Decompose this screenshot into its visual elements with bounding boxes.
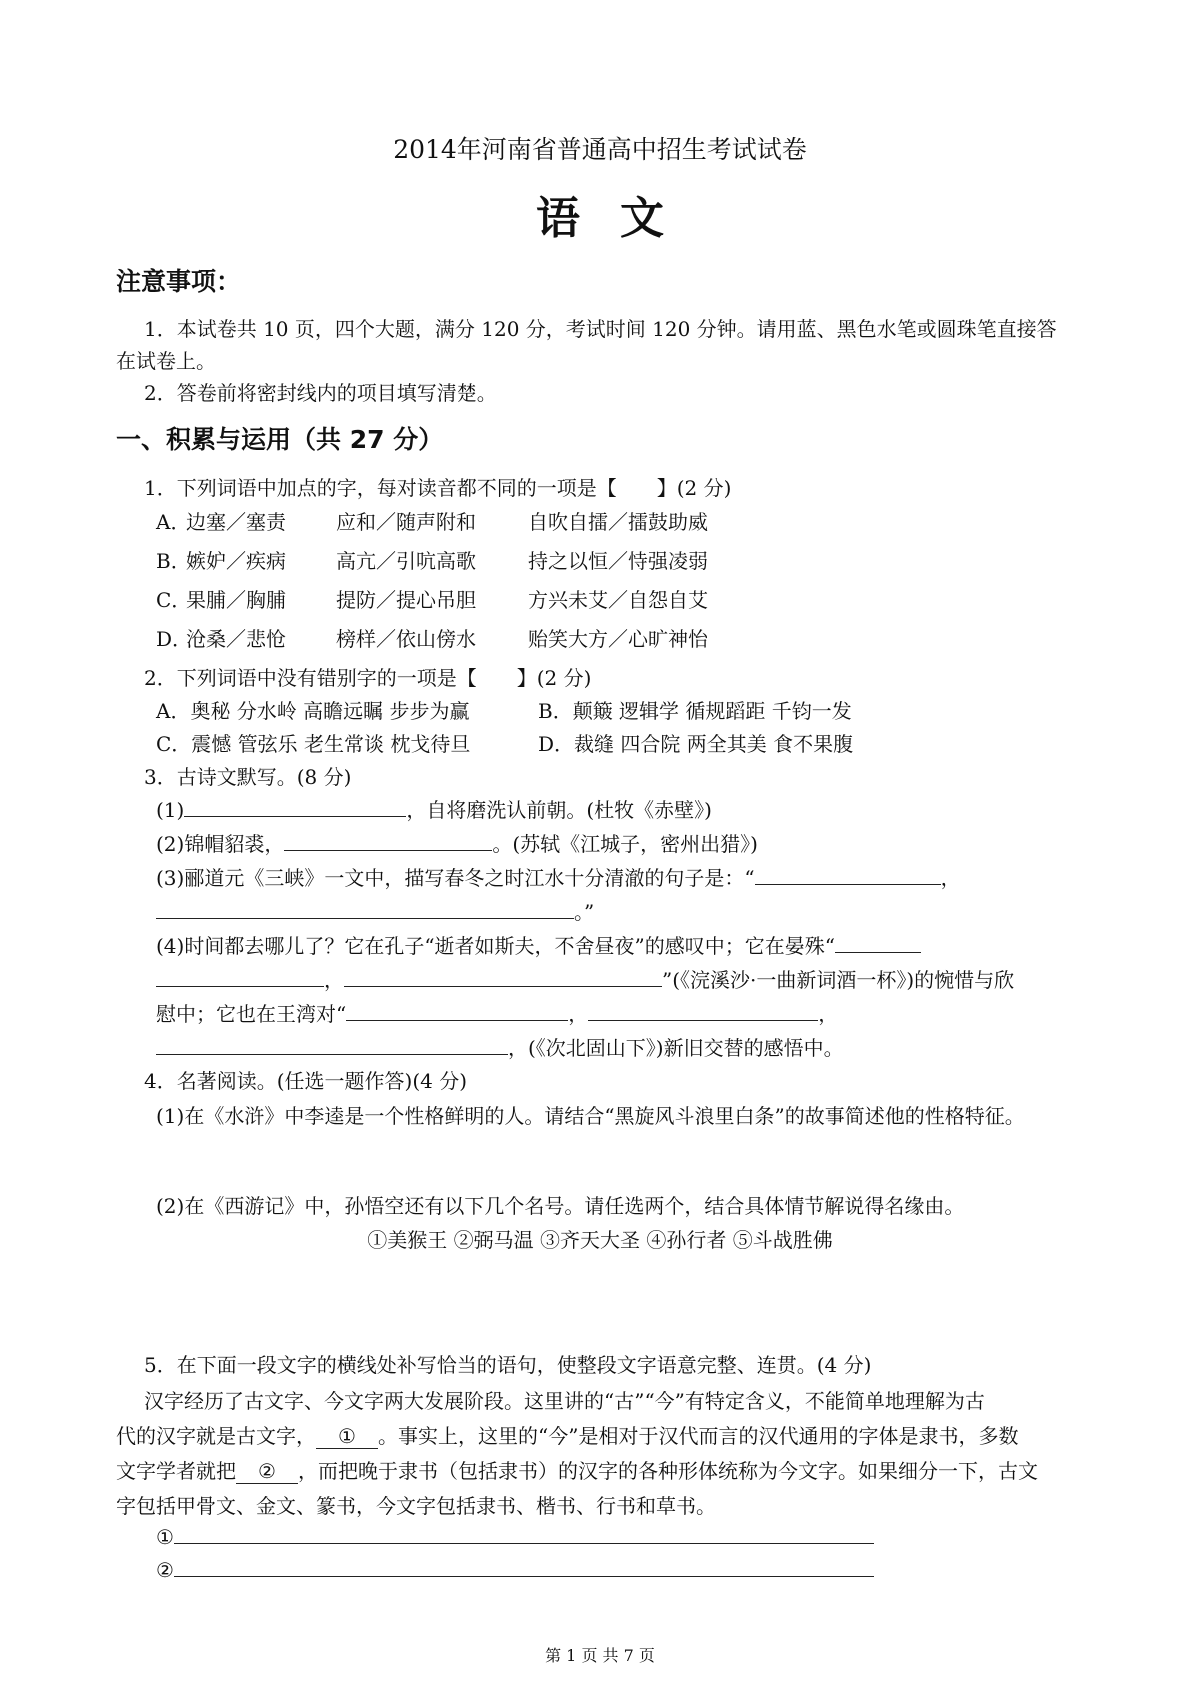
para-text: 代的汉字就是古文字， <box>116 1424 316 1448</box>
q3-part-4-line4 <box>156 1032 844 1061</box>
part-text: (4)时间都去哪儿了？它在孔子“逝者如斯夫，不舍昼夜”的感叹中；它在晏殊“ <box>156 934 836 958</box>
part-text: ，(《次北固山下》)新旧交替的感悟中。 <box>508 1036 844 1060</box>
notice-item-1-cont: 在试卷上。 <box>116 349 216 373</box>
answer-blank[interactable] <box>156 1036 508 1055</box>
q2-option-d: D．裁缝 四合院 两全其美 食不果腹 <box>538 732 854 756</box>
option-pair-1: 沧桑／悲怆 <box>186 627 286 651</box>
q4-part-2: (2)在《西游记》中，孙悟空还有以下几个名号。请任选两个，结合具体情节解说得名缘由。 <box>156 1194 965 1218</box>
blank-marker-2[interactable]: ② <box>236 1459 298 1484</box>
para-text: ，而把晚于隶书（包括隶书）的汉字的各种形体统称为今文字。如果细分一下，古文 <box>298 1459 1038 1483</box>
option-pair-1: 嫉妒／疾病 <box>186 549 286 573</box>
q5-stem: 5．在下面一段文字的横线处补写恰当的语句，使整段文字语意完整、连贯。(4 分) <box>144 1353 872 1377</box>
option-pair-3: 自吹自擂／擂鼓助威 <box>528 510 708 534</box>
q5-para-line-3 <box>116 1455 1038 1484</box>
option-pair-1: 果脯／胸脯 <box>186 588 286 612</box>
part-text: (3)郦道元《三峡》一文中，描写春冬之时江水十分清澈的句子是：“ <box>156 866 755 890</box>
q4-names: ①美猴王 ②弼马温 ③齐天大圣 ④孙行者 ⑤斗战胜佛 <box>367 1228 833 1252</box>
answer-blank[interactable] <box>284 832 492 851</box>
part-text: ， <box>940 866 961 890</box>
answer-blank[interactable] <box>174 1525 874 1544</box>
q5-answer-line-2 <box>156 1558 874 1582</box>
part-text: ， <box>568 1002 589 1026</box>
q4-stem: 4．名著阅读。(任选一题作答)(4 分) <box>144 1069 468 1093</box>
part-text: ，自将磨洗认前朝。(杜牧《赤壁》) <box>406 798 712 822</box>
part-text: 。” <box>574 900 595 924</box>
exam-title: 2014年河南省普通高中招生考试试卷 <box>393 135 807 164</box>
option-pair-3: 贻笑大方／心旷神怡 <box>528 627 708 651</box>
section-heading: 一、积累与运用（共 27 分） <box>116 425 444 454</box>
q2-option-b: B．颠簸 逻辑学 循规蹈距 千钧一发 <box>538 699 852 723</box>
notice-heading: 注意事项： <box>116 267 242 296</box>
page-footer: 第 1 页 共 7 页 <box>545 1646 655 1665</box>
q3-part-1 <box>156 794 712 823</box>
q5-para-line-1: 汉字经历了古文字、今文字两大发展阶段。这里讲的“古”“今”有特定含义，不能简单地理解为古 <box>144 1389 985 1413</box>
q3-part-3 <box>156 862 961 891</box>
q4-part-1: (1)在《水浒》中李逵是一个性格鲜明的人。请结合“黑旋风斗浪里白条”的故事简述他的性格特征。 <box>156 1104 1025 1128</box>
answer-blank[interactable] <box>184 798 406 817</box>
notice-item-2: 2．答卷前将密封线内的项目填写清楚。 <box>144 381 497 405</box>
part-text: ， <box>324 968 344 992</box>
q2-option-c: C．震憾 管弦乐 老生常谈 枕戈待旦 <box>156 732 471 756</box>
para-text: 文字学者就把 <box>116 1459 236 1483</box>
q2-stem: 2．下列词语中没有错别字的一项是【 】(2 分) <box>144 666 592 690</box>
q5-para-line-4: 字包括甲骨文、金文、篆书，今文字包括隶书、楷书、行书和草书。 <box>116 1494 716 1518</box>
q5-answer-line-1 <box>156 1525 874 1549</box>
answer-blank[interactable] <box>835 934 921 953</box>
answer-blank[interactable] <box>588 1002 818 1021</box>
option-pair-2: 榜样／依山傍水 <box>336 627 476 651</box>
part-text: 慰中；它也在王湾对“ <box>156 1002 347 1026</box>
option-pair-2: 高亢／引吭高歌 <box>336 549 476 573</box>
answer-blank[interactable] <box>156 900 574 919</box>
option-pair-2: 提防／提心吊胆 <box>336 588 476 612</box>
answer-label: ① <box>156 1525 174 1549</box>
q3-part-2 <box>156 828 758 857</box>
answer-blank[interactable] <box>174 1558 874 1577</box>
option-pair-3: 持之以恒／恃强凌弱 <box>528 549 708 573</box>
q3-part-4 <box>156 930 921 959</box>
answer-blank[interactable] <box>156 968 324 987</box>
q3-part-4-line3 <box>156 998 838 1027</box>
q3-part-3-cont <box>156 896 594 925</box>
answer-label: ② <box>156 1558 174 1582</box>
answer-blank[interactable] <box>346 1002 568 1021</box>
part-text: ， <box>818 1002 839 1026</box>
option-label: A． <box>156 510 191 534</box>
answer-blank[interactable] <box>755 866 941 885</box>
option-label: C． <box>156 588 192 612</box>
q3-stem: 3．古诗文默写。(8 分) <box>144 765 352 789</box>
part-text: (2)锦帽貂裘， <box>156 832 285 856</box>
option-pair-1: 边塞／塞责 <box>186 510 286 534</box>
q3-part-4-line2 <box>156 964 1014 993</box>
part-text: 。(苏轼《江城子，密州出猎》) <box>492 832 758 856</box>
option-label: D． <box>156 627 193 651</box>
option-label: B． <box>156 549 191 573</box>
part-text: ”(《浣溪沙·一曲新词酒一杯》)的惋惜与欣 <box>662 968 1015 992</box>
q1-stem: 1．下列词语中加点的字，每对读音都不同的一项是【 】(2 分) <box>144 476 732 500</box>
answer-blank[interactable] <box>344 968 662 987</box>
subject-title: 语文 <box>536 193 704 244</box>
blank-marker-1[interactable]: ① <box>316 1424 378 1449</box>
part-label: (1) <box>156 798 185 822</box>
option-pair-3: 方兴未艾／自怨自艾 <box>528 588 708 612</box>
q2-option-a: A．奥秘 分水岭 高瞻远瞩 步步为赢 <box>156 699 470 723</box>
q5-para-line-2 <box>116 1420 1018 1449</box>
para-text: 。事实上，这里的“今”是相对于汉代而言的汉代通用的字体是隶书，多数 <box>378 1424 1019 1448</box>
notice-item-1: 1．本试卷共 10 页，四个大题，满分 120 分，考试时间 120 分钟。请用蓝、黑色水笔或圆珠笔直接答 <box>144 317 1057 341</box>
option-pair-2: 应和／随声附和 <box>336 510 476 534</box>
